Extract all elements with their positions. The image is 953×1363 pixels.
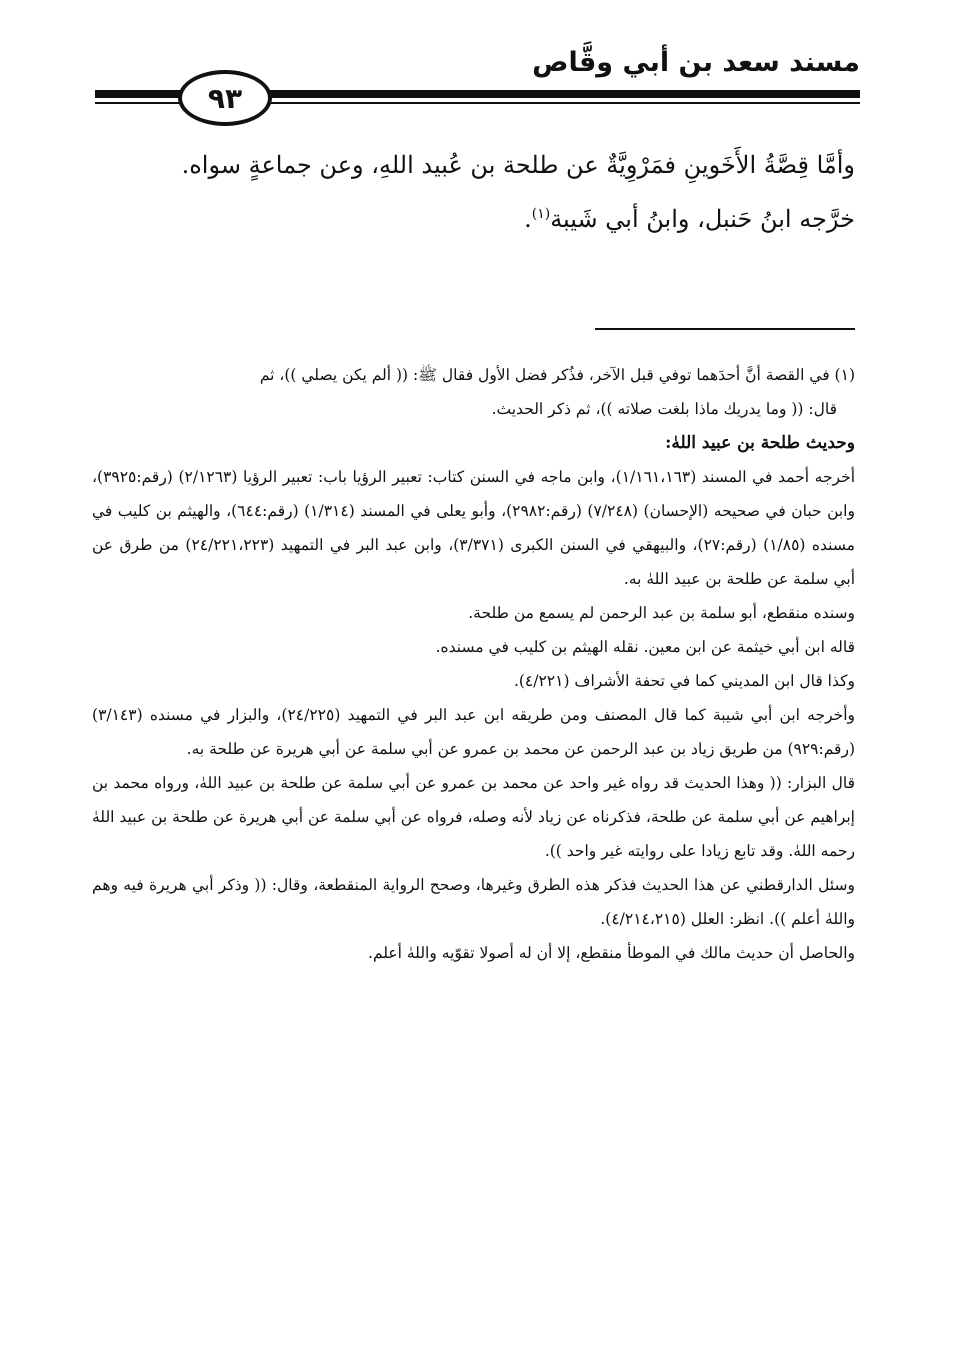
page-header: [80, 40, 860, 120]
footnote-heading: وحديث طلحة بن عبيد اللهٰ:: [665, 433, 855, 453]
footnote-1-line-1: (١) في القصة أنَّ أحدَهما توفي قبل الآخر، فذُكر فضل الأول فقال ﷺ: (( ألم يكن يصلي ))، ثم: [259, 366, 855, 384]
footnote-akhrajahu: وأخرجه ابن أبي شيبة كما قال المصنف ومن طريقه ابن عبد البر في التمهيد (٢٤/٢٢٥)، والبزار في مسنده (٣/١٤٣) (رقم:٩٢٩) من طريق زياد بن عبد الرحمن عن محمد بن عمرو عن أبي سلمة عن أبي هريرة عن طلحة به.: [92, 706, 855, 758]
footnote-isnad: وسنده منقطع، أبو سلمة بن عبد الرحمن لم يسمع من طلحة.: [468, 604, 855, 622]
footnote-hasil: والحاصل أن حديث مالك في الموطأ منقطع، إلا أن له أصولا تقوّيه واللهٰ أعلم.: [368, 944, 855, 962]
footnote-separator: [595, 328, 855, 330]
footnotes: [92, 358, 855, 970]
footnote-takhrij: أخرجه أحمد في المسند (١/١٦١،١٦٣)، وابن ماجه في السنن كتاب: تعبير الرؤيا باب: تعبير الرؤيا (٢/١٢٦٣) (رقم:٣٩٢٥)، وابن حبان في صحيحه (الإحسان) (٧/٢٤٨) (رقم:٢٩٨٢)، وأبو يعلى في المسند (١/٣١٤) (رقم:٦٤٤)، والهيثم بن كليب في مسنده (١/٨٥) (رقم:٢٧)، والبيهقي في السنن الكبرى (٣/٣٧١)، وابن عبد البر في التمهيد (٢٤/٢٢١،٢٢٣) من طرق عن أبي سلمة عن طلحة بن عبيد اللهٰ به.: [92, 468, 855, 588]
page-number: ٩٣: [178, 70, 272, 126]
footnote-qala: قاله ابن أبي خيثمة عن ابن معين. نقله الهيثم بن كليب في مسنده.: [435, 638, 855, 656]
main-line-2-end: .: [524, 205, 532, 233]
footnote-1-line-2: قال: (( وما يدريك ماذا بلغت صلاته ))، ثم ذكر الحديث.: [491, 400, 837, 418]
main-text: [90, 138, 855, 246]
main-line-2: [90, 192, 855, 246]
running-title: مسند سعد بن أبي وقَّاص: [532, 47, 860, 78]
footnote-daraqutni: وسئل الدارقطني عن هذا الحديث فذكر هذه الطرق وغيرها، وصحح الرواية المنقطعة، وقال: (( وذكر أبي هريرة فيه وهم واللهٰ أعلم )). انظر: العلل (٤/٢١٤،٢١٥).: [92, 876, 855, 928]
footnote-bazzar: قال البزار: (( وهذا الحديث قد رواه غير واحد عن محمد بن عمرو عن أبي سلمة عن طلحة بن عبيد اللهٰ، ورواه محمد بن إبراهيم عن أبي سلمة عن طلحة، فذكرناه عن زياد لأنه وصله، فرواه عن أبي سلمة عن أبي هريرة عن طلحة بن عبيد اللهٰ رحمه اللهٰ. وقد تابع زيادا على روايته غير واحد )).: [92, 774, 855, 860]
main-line-2-text: خرَّجه ابنُ حَنبل، وابنُ أبي شَيبة: [550, 205, 855, 233]
footnote-wakadha: وكذا قال ابن المديني كما في تحفة الأشراف (٤/٢٢١).: [513, 672, 855, 690]
main-line-1: وأمَّا قِصَّةُ الأَخَوينِ فمَرْوِيَّةٌ عن طلحة بن عُبيد اللهِ، وعن جماعةٍ سواه.: [181, 151, 855, 179]
footnote-reference[interactable]: (١): [531, 206, 551, 222]
